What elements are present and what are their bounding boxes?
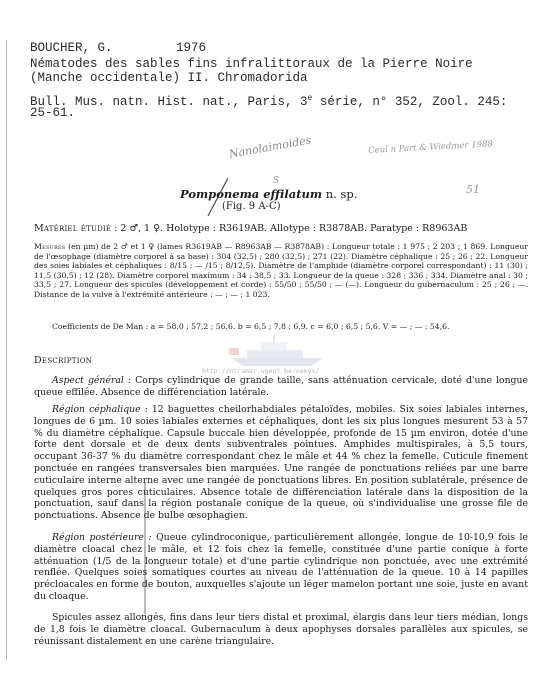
handwritten-note-nanolaimoides: Nanolaimoides — [228, 133, 313, 161]
paragraph-region-cephalique — [34, 404, 528, 522]
ref-journal-main: Bull. Mus. natn. Hist. nat., Paris, 3 — [30, 95, 308, 110]
institution-watermark — [225, 334, 329, 368]
region-posterieure-label: Région postérieure : — [52, 532, 152, 543]
description-heading: Description — [34, 355, 93, 366]
region-posterieure-text: Queue cylindroconique, particulièrement allongée, longue de 10-10,9 fois le diamètre cloacal chez le mâle, et 12 fois chez la femelle, constituée d'une partie conique à forte atténuation (1/5 de la longueur totale) et d'une partie cylindrique non ponctuée, avec une extrémité renflée. Quelques soies somatiques courtes au niveau de l'atténuation de la queue. 10 à 14 papilles précloacales en forme de bouton, auxquelles s'ajoute un léger mamelon portant une soie, juste en avant du cloaque. — [34, 532, 529, 602]
paragraph-spicules: Spicules assez allongés, fins dans leur tiers distal et proximal, élargis dans leur tiers médian, longs de 1,8 fois le diamètre cloacal. Gubernaculum à deux apophyses dorsales parallèles aux spicules, se réunissant distalement en une carène triangulaire. — [34, 612, 528, 647]
ref-year: 1976 — [176, 41, 207, 55]
watermark-hull — [231, 358, 323, 366]
species-name: Pomponema effilatum — [180, 187, 323, 201]
materiel-label: Matériel étudié — [34, 223, 112, 234]
region-cephalique-label: Région céphalique : — [52, 404, 148, 415]
ref-author: BOUCHER, G. — [30, 41, 113, 55]
handwritten-number: 51 — [466, 183, 480, 196]
mesures-paragraph — [34, 242, 528, 299]
paragraph-aspect-general — [34, 375, 528, 399]
ref-journal-sup: e — [307, 94, 313, 103]
ref-journal-rest: série, n° 352, Zool. 245: — [312, 95, 508, 110]
ref-title-line2: (Manche occidentale) II. Chromadorida — [30, 71, 308, 85]
de-man-coefficients: Coefficients de De Man : a = 58,0 ; 57,2 ; 56,6. b = 6,5 ; 7,8 ; 6,9. c = 6,0 ; 6,5 ; 5,6. V = — ; — ; 54,6. — [52, 322, 450, 331]
watermark-flag — [229, 348, 239, 355]
mesures-text: (en µm) de 2 ♂ et 1 ♀ (lames R3619AB — R8963AB — R3878AB) : Longueur totale : 1 975 ; 2 203 ; 1 869. Longueur de l'œsophage (diamètre corporel à sa base) : 304 (32,5) ; 280 (32,5) ; 271 (22). Diamètre céphalique : 25 ; 26 ; 22. Longueur des soies labiales et céphaliques : 8/15 ; — /15 ; 8/12,5). Diamètre de l'amphide (diamètre corporel correspondant) : 11 (30) ; 11,5 (30,5) ; 12 (28). Diamètre corporel maximum : 34 ; 38,5 ; 33. Longueur de la queue : 328 ; 336 ; 334. Diamètre anal : 30 ; 33,5 ; 27. Longueur des spicules (développement et corde) : 55/50 ; 55/50 ; — (—). Longueur du gubernaculum : 25 ; 26 ; —. Distance de la vulve à l'extrémité antérieure : — ; — ; 1 023. — [34, 242, 528, 299]
figure-reference: (Fig. 9 A-C) — [222, 201, 281, 212]
aspect-general-text: Corps cylindrique de grande taille, sans atténuation cervicale, doté d'une longue queue effilée. Absence de différenciation latérale. — [34, 375, 529, 398]
materiel-text: : 2 ♂, 1 ♀. Holotype : R3619AB. Allotype : R3878AB. Paratype : R8963AB — [111, 223, 468, 234]
watermark-deck — [247, 350, 303, 358]
species-suffix: n. sp. — [322, 187, 358, 201]
species-title — [180, 187, 357, 201]
handwritten-note-right: Ceul n Part & Wiedmer 1988 — [368, 139, 494, 156]
aspect-general-label: Aspect général : — [52, 375, 132, 386]
watermark-url: http://ntramar.ugent.be/nemys/ — [202, 367, 320, 375]
ref-title-line1: Nématodes des sables fins infralittoraux de la Pierre Noire — [30, 57, 473, 71]
watermark-cabin — [261, 342, 287, 350]
ref-pages: 25-61. — [30, 106, 76, 120]
mesures-label: Mesures — [34, 242, 66, 251]
region-cephalique-text: 12 baguettes cheilorhabdiales pétaloïdes, mobiles. Six soies labiales internes, longues de 6 µm. 10 soies labiales externes et céphaliques, dont les six plus longues mesurent 53 à 57 % du diamètre céphalique. Capsule buccale bien développée, profonde de 15 µm environ, dotée d'une forte dent dorsale et de deux dents subventrales pointues. Amphides multispirales, à 5,5 tours, occupant 36-37 % du diamètre correspondant chez le mâle et 44 % chez la femelle. Cuticule finement ponctuée en rangées transversales bien marquées. Une rangée de ponctuations reliées par une barre cuticulaire interne alterne avec une rangée de ponctuations libres. En position sublatérale, présence de quelques gros pores cuticulaires. Absence totale de différenciation latérale dans la disposition de la ponctuation, sauf dans la région postanale conique de la queue, où s'individualise une grosse file de ponctuations. Absence de bulbe œsophagien. — [34, 404, 528, 522]
paragraph-region-posterieure — [34, 532, 528, 603]
handwritten-mark: S — [273, 176, 280, 186]
materiel-etudie — [34, 223, 528, 235]
